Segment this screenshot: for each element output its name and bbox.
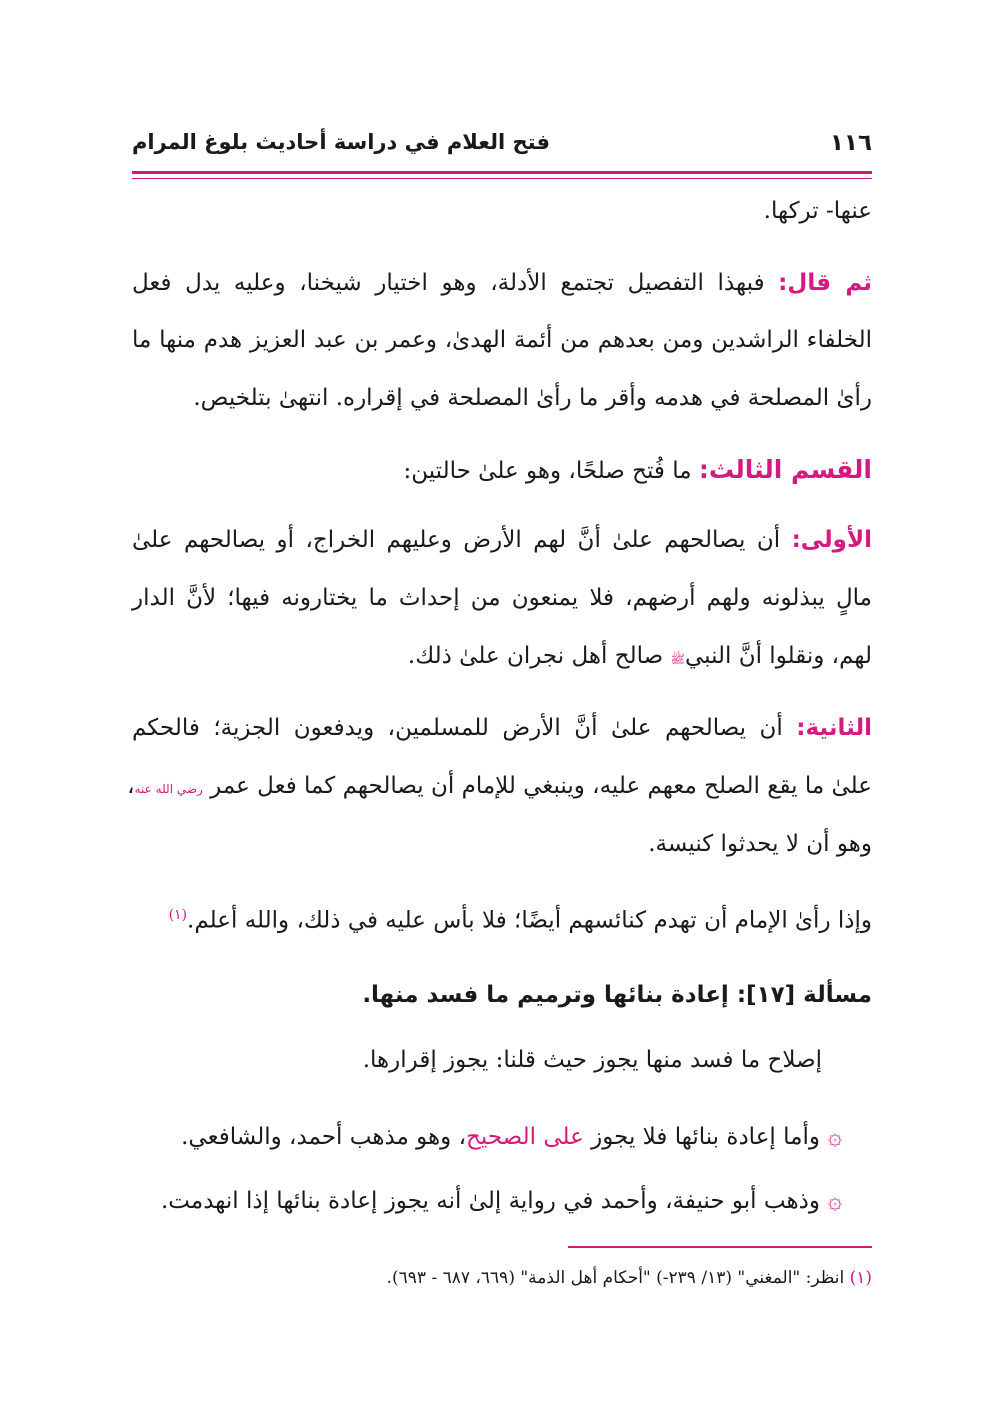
line-text: أن يصالحهم علىٰ أنَّ لهم الأرض وعليهم الخراج، أو يصالحهم علىٰ [132,527,792,553]
line-text: ما فُتح صلحًا، وهو علىٰ حالتين: [403,458,699,484]
footnote-text: انظر: "المغني" (١٣/ ٢٣٩-) "أحكام أهل الذمة" (٦٦٩، ٦٨٧ - ٦٩٣). [386,1268,845,1288]
body-line: وهو أن لا يحدثوا كنيسة. [648,831,872,857]
body-line [127,771,872,804]
page-number: ١١٦ [829,130,872,156]
body-line [132,455,872,486]
page-header [132,128,872,168]
bullet-item [132,1121,842,1152]
line-text: وذهب أبو حنيفة، وأحمد في رواية إلىٰ أنه يجوز إعادة بنائها إذا انهدمت. [160,1188,820,1214]
body-line: إصلاح ما فسد منها يجوز حيث قلنا: يجوز إقرارها. [362,1047,822,1073]
body-line [132,525,872,555]
body-line: مالٍ يبذلونه ولهم أرضهم، فلا يمنعون من إحداث ما يختارونه فيها؛ لأنَّ الدار [132,585,872,611]
footnote-separator [568,1246,872,1248]
line-text: وأما إعادة بنائها فلا يجوز [583,1124,820,1150]
body-line [132,713,872,743]
flower-icon: ۞ [827,1122,842,1150]
body-line: عنها- تركها. [763,198,872,224]
body-line [132,641,872,674]
running-title: فتح العلام في دراسة أحاديث بلوغ المرام [132,130,550,154]
issue-heading: مسألة [١٧]: [736,982,872,1008]
line-text: أن يصالحهم علىٰ أنَّ الأرض للمسلمين، ويدفعون الجزية؛ فالحكم [132,715,797,741]
body-line [132,900,872,936]
footnote-reference[interactable]: (١) [168,907,188,923]
line-text: لهم، ونقلوا أنَّ النبي [684,643,872,669]
header-rule-thin [132,178,872,179]
flower-icon: ۞ [827,1186,842,1214]
paragraph-lead: ثم قال: [778,270,873,296]
paragraph-lead: الأولى: [791,527,872,553]
body-line [132,268,872,298]
line-text: ، وهو مذهب أحمد، والشافعي. [181,1124,467,1150]
honorific-mark: رضي الله عنه [134,782,203,796]
line-text: علىٰ ما يقع الصلح معهم عليه، وينبغي للإمام أن يصالحهم كما فعل عمر [210,773,872,799]
bullet-item [132,1185,842,1216]
body-line: الخلفاء الراشدين ومن بعدهم من أئمة الهدىٰ، وعمر بن عبد العزيز هدم منها ما [132,327,872,353]
body-line: رأىٰ المصلحة في هدمه وأقر ما رأىٰ المصلحة في إقراره. انتهىٰ بتلخيص. [193,385,872,411]
line-text: ، [127,773,135,799]
line-text: صالح أهل نجران علىٰ ذلك. [407,643,671,669]
line-text: فبهذا التفصيل تجتمع الأدلة، وهو اختيار شيخنا، وعليه يدل فعل [132,270,779,296]
footnote-marker: (١) [849,1268,872,1288]
highlight-text: على الصحيح [466,1124,584,1150]
honorific-mark: ﷺ [670,652,685,666]
body-line [132,980,872,1010]
footnote [387,1268,872,1288]
issue-title: إعادة بنائها وترميم ما فسد منها. [362,982,737,1008]
line-text: وإذا رأىٰ الإمام أن تهدم كنائسهم أيضًا؛ فلا بأس عليه في ذلك، والله أعلم. [187,907,872,934]
header-rule-thick [132,171,872,174]
paragraph-lead: الثانية: [796,715,872,741]
section-heading: القسم الثالث: [698,455,872,484]
